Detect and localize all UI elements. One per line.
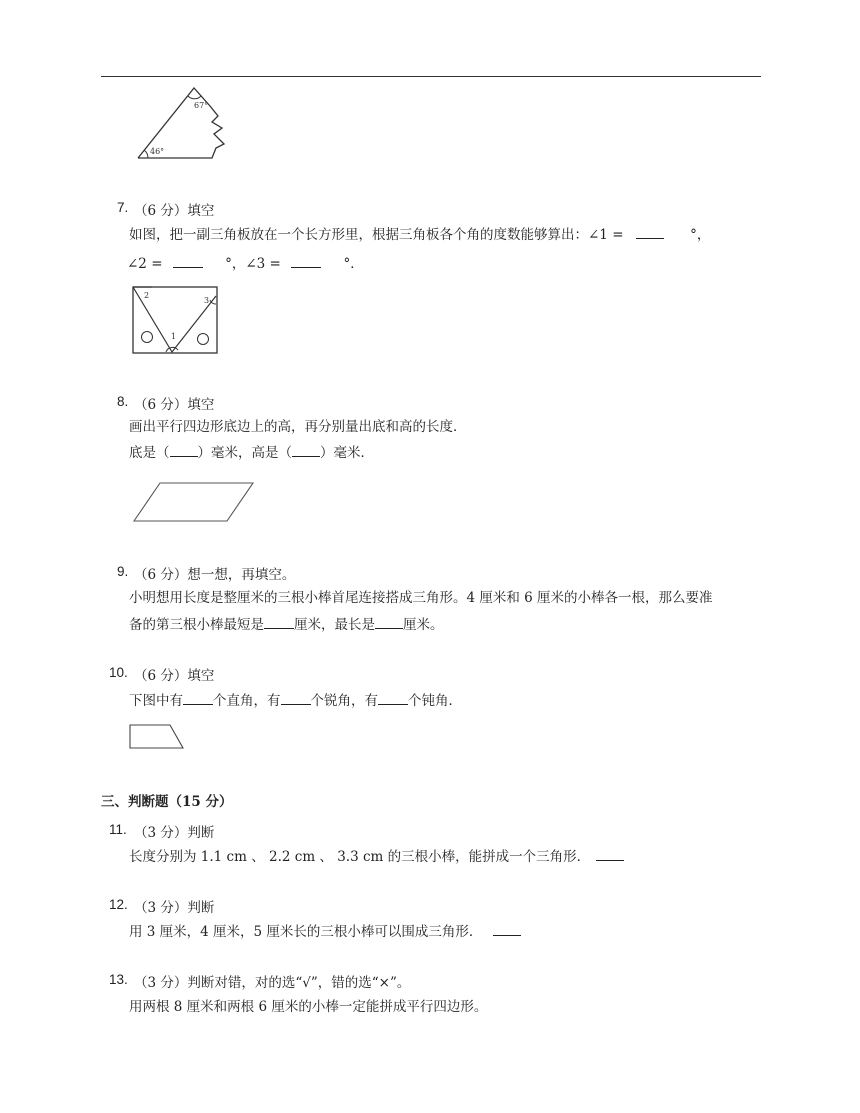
rectangle-triangles-figure [132, 286, 218, 354]
triangle-figure-top [130, 86, 230, 162]
q7-line1-text: 如图，把一副三角板放在一个长方形里，根据三角板各个角的度数能够算出：∠1 = [129, 227, 624, 243]
angle-3-label: 3 [204, 296, 210, 305]
q10-header: （6 分）填空 [134, 668, 215, 684]
q7-line2-a-unit: °，∠3 = [225, 256, 281, 272]
q13-header: （3 分）判断对错，对的选“√”，错的选“×”。 [134, 975, 411, 991]
q9-header: （6 分）想一想，再填空。 [134, 567, 296, 583]
q8-line2 [129, 443, 374, 463]
q9-line2-b: 厘米，最长是 [294, 617, 375, 633]
q7-line2-a: ∠2 = [127, 256, 163, 272]
q11-number: 11. [109, 822, 127, 837]
q10-line-b: 个直角，有 [213, 693, 281, 709]
q7-blank-2[interactable] [173, 255, 203, 268]
q12-text: 用 3 厘米，4 厘米，5 厘米长的三根小棒可以围成三角形． [129, 924, 483, 940]
q9-blank-max[interactable] [375, 616, 403, 629]
q8-blank-height[interactable] [292, 444, 320, 457]
q8-line2-a: 底是（ [129, 445, 170, 461]
q12-header: （3 分）判断 [134, 900, 215, 916]
q10-line [129, 691, 462, 711]
q7-number: 7. [117, 200, 129, 215]
q7-line1-unit: °， [690, 227, 711, 243]
angle-2-label: 2 [144, 291, 150, 300]
angle-label-top: 67° [194, 101, 209, 110]
q8-line2-b: ）毫米，高是（ [197, 445, 292, 461]
q8-line1: 画出平行四边形底边上的高，再分别量出底和高的长度． [129, 419, 467, 435]
q9-line2 [129, 615, 444, 635]
q7-line2 [127, 254, 364, 274]
q9-line1: 小明想用长度是整厘米的三根小棒首尾连接搭成三角形。4 厘米和 6 厘米的小棒各一根，那么要准 [129, 590, 713, 606]
q7-blank-3[interactable] [291, 255, 321, 268]
q10-line-d: 个钝角． [408, 693, 462, 709]
q10-line-a: 下图中有 [129, 693, 183, 709]
q12-number: 12. [109, 897, 128, 912]
q10-blank-right[interactable] [183, 692, 213, 705]
q9-line2-c: 厘米。 [403, 617, 444, 633]
q11-text: 长度分别为 1.1 cm 、 2.2 cm 、 3.3 cm 的三根小棒，能拼成一个三角形． [129, 849, 591, 865]
trapezoid-figure [129, 724, 185, 750]
header-rule [101, 76, 761, 77]
q7-blank-1[interactable] [636, 226, 664, 239]
angle-label-left: 46° [150, 147, 165, 156]
q10-blank-acute[interactable] [281, 692, 311, 705]
q7-line1 [129, 225, 710, 245]
q8-header: （6 分）填空 [134, 397, 215, 413]
q8-blank-base[interactable] [170, 444, 198, 457]
q13-line: 用两根 8 厘米和两根 6 厘米的小棒一定能拼成平行四边形。 [129, 999, 488, 1015]
q13-number: 13. [109, 972, 128, 987]
q11-blank[interactable] [596, 848, 624, 861]
q10-blank-obtuse[interactable] [378, 692, 408, 705]
q11-line [129, 847, 624, 867]
section-title: 三、判断题（15 分） [101, 794, 233, 810]
q10-number: 10. [109, 665, 128, 680]
q7-header: （6 分）填空 [134, 203, 215, 219]
q10-line-c: 个锐角，有 [310, 693, 378, 709]
q9-number: 9. [117, 564, 129, 579]
q9-blank-min[interactable] [264, 616, 294, 629]
q8-line2-c: ）毫米． [320, 445, 374, 461]
q12-line [129, 922, 521, 942]
q7-line2-b-unit: °． [343, 256, 364, 272]
q9-line2-a: 备的第三根小棒最短是 [129, 617, 264, 633]
q8-number: 8. [117, 394, 129, 409]
angle-1-label: 1 [171, 332, 177, 341]
q11-header: （3 分）判断 [134, 825, 215, 841]
parallelogram-figure [133, 481, 255, 523]
q12-blank[interactable] [493, 923, 521, 936]
